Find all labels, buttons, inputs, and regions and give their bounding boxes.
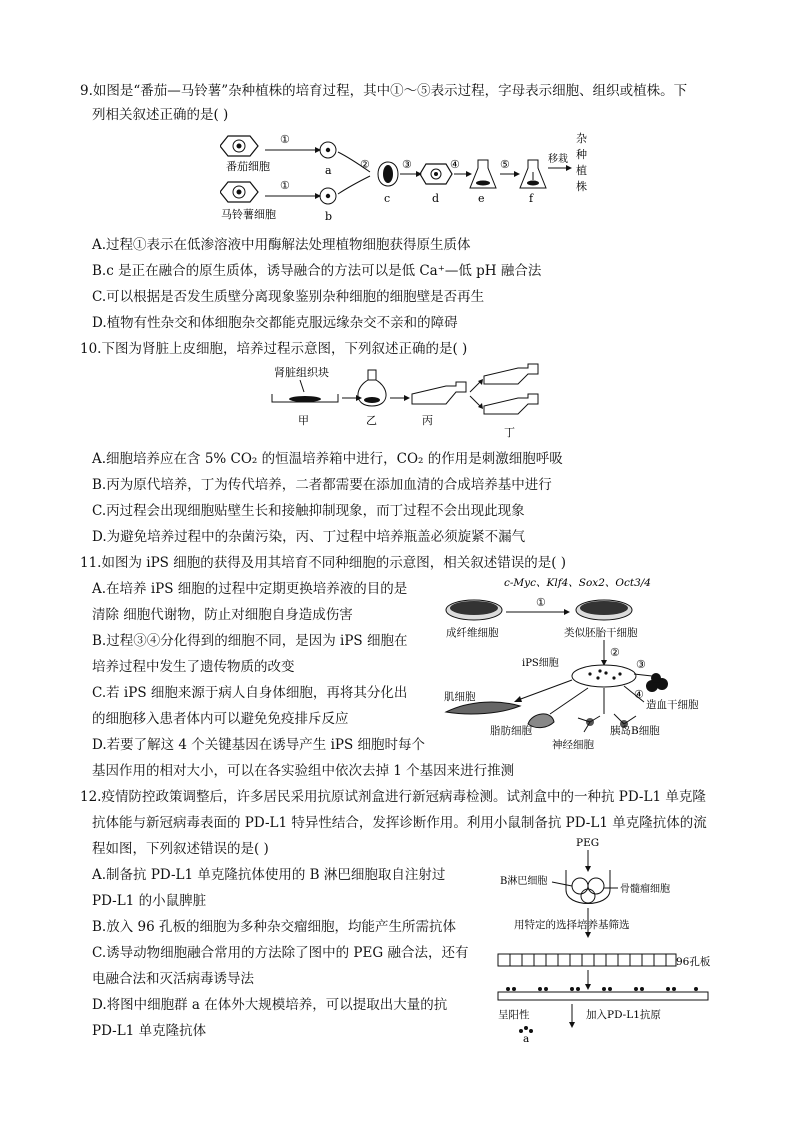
selection-label: 用特定的选择培养基筛选	[514, 919, 630, 931]
b-lymph-label: B淋巴细胞	[500, 876, 548, 887]
bottle-bing	[412, 382, 466, 404]
hybrid-plant-char-2: 种	[576, 148, 587, 161]
q11-step4: ④	[634, 688, 644, 701]
add-antigen-label: 加入PD-L1抗原	[586, 1009, 661, 1021]
q10-figure	[270, 362, 560, 440]
potato-label: 马铃薯细胞	[221, 208, 276, 221]
q12-stem-line2: 抗体能与新冠病毒表面的 PD-L1 特异性结合，发挥诊断作用。利用小鼠制备抗 PD-L1 单克隆抗体的流	[92, 815, 707, 831]
label-c: c	[384, 192, 391, 205]
blood-stem-label: 造血干细胞	[646, 699, 699, 711]
q9-stem-line2: 列相关叙述正确的是( )	[92, 107, 229, 123]
label-d: d	[432, 192, 440, 205]
label-ding: 丁	[504, 426, 515, 439]
q12-option-d-line2: PD-L1 单克隆抗体	[92, 1023, 207, 1039]
q10-option-d: D.为避免培养过程中的杂菌污染，丙、丁过程中培养瓶盖必须旋紧不漏气	[92, 529, 526, 545]
label-f: f	[529, 192, 534, 205]
q12-stem-line1: 12.疫情防控政策调整后，许多居民采用抗原试剂盒进行新冠病毒检测。试剂盒中的一种抗 PD-L1 单克隆	[80, 789, 706, 805]
q9-step2: ②	[360, 158, 370, 171]
q9-option-b: B.c 是正在融合的原生质体，诱导融合的方法可以是低 Ca⁺—低 pH 融合法	[92, 263, 542, 279]
potato-cell	[220, 182, 258, 202]
flask-e	[470, 160, 496, 188]
plate-screen	[498, 987, 708, 1000]
q11-step3: ③	[636, 658, 646, 671]
q12-option-a-line2: PD-L1 的小鼠脾脏	[92, 893, 207, 909]
q12-figure	[496, 832, 728, 1044]
tomato-cell	[220, 136, 258, 156]
q9-step3: ③	[402, 158, 412, 171]
q11-step2: ②	[610, 646, 620, 659]
hybrid-plant-char-1: 杂	[576, 132, 587, 145]
label-a: a	[325, 164, 332, 177]
q9-option-a: A.过程①表示在低渗溶液中用酶解法处理植物细胞获得原生质体	[92, 237, 471, 253]
dish-jia	[272, 394, 338, 402]
q11-step1: ①	[536, 596, 546, 609]
plate-96	[498, 954, 676, 966]
q12-option-c-line1: C.诱导动物细胞融合常用的方法除了图中的 PEG 融合法，还有	[92, 945, 469, 961]
q9-step1-top: ①	[280, 133, 290, 146]
fat-label: 脂肪细胞	[490, 725, 532, 737]
q10-option-b: B.丙为原代培养，丁为传代培养，二者都需要在添加血清的合成培养基中进行	[92, 477, 552, 493]
q11-option-d-line1: D.若要了解这 4 个关键基因在诱导产生 iPS 细胞时每个	[92, 737, 426, 753]
tissue-label: 肾脏组织块	[274, 366, 329, 379]
label-bing: 丙	[422, 414, 433, 427]
bottle-ding-top	[484, 364, 538, 384]
dish-embryonic	[576, 600, 632, 620]
hybrid-plant-char-3: 植	[576, 164, 587, 177]
positive-label: 呈阳性	[498, 1009, 530, 1021]
peg-label: PEG	[576, 837, 600, 849]
label-jia: 甲	[298, 414, 309, 427]
ips-label: iPS细胞	[522, 658, 559, 669]
flask-f	[520, 160, 546, 188]
q10-option-a: A.细胞培养应在含 5% CO₂ 的恒温培养箱中进行，CO₂ 的作用是刺激细胞呼吸	[92, 451, 563, 467]
muscle-cell	[446, 702, 520, 714]
q11-figure	[440, 574, 720, 756]
q12-option-a-line1: A.制备抗 PD-L1 单克隆抗体使用的 B 淋巴细胞取自注射过	[92, 867, 446, 883]
muscle-label: 肌细胞	[444, 691, 476, 703]
cell-group-a-label: a	[523, 1033, 530, 1044]
embryo-like-label: 类似胚胎干细胞	[564, 627, 638, 639]
q11-option-d-line2: 基因作用的相对大小，可以在各实验组中依次去掉 1 个基因来进行推测	[92, 763, 515, 779]
plate-label: 96孔板	[676, 956, 711, 968]
bottle-ding-bottom	[484, 394, 538, 414]
q12-option-b: B.放入 96 孔板的细胞为多种杂交瘤细胞，均能产生所需抗体	[92, 919, 456, 935]
tomato-label: 番茄细胞	[226, 160, 270, 173]
q11-option-c-line2: 的细胞移入患者体内可以避免免疫排斥反应	[92, 711, 349, 727]
islet-label: 胰岛B细胞	[610, 725, 660, 737]
q9-step5: ⑤	[500, 158, 510, 171]
q9-step4: ④	[450, 158, 460, 171]
q11-option-a-line1: A.在培养 iPS 细胞的过程中定期更换培养液的目的是	[92, 581, 408, 597]
q9-figure	[220, 128, 600, 228]
transplant-label: 移栽	[548, 154, 568, 165]
q9-step1-bottom: ①	[280, 179, 290, 192]
q11-option-b-line2: 培养过程中发生了遗传物质的改变	[92, 659, 295, 675]
q12-option-d-line1: D.将图中细胞群 a 在体外大规模培养，可以提取出大量的抗	[92, 997, 448, 1013]
label-yi: 乙	[366, 414, 377, 427]
q10-option-c: C.丙过程会出现细胞贴壁生长和接触抑制现象，而丁过程不会出现此现象	[92, 503, 525, 519]
q9-option-d: D.植物有性杂交和体细胞杂交都能克服远缘杂交不亲和的障碍	[92, 315, 458, 331]
dish-fibroblast	[446, 600, 502, 620]
nerve-cell	[578, 716, 600, 732]
label-b: b	[325, 210, 333, 223]
hybrid-plant-char-4: 株	[576, 180, 587, 193]
q11-option-c-line1: C.若 iPS 细胞来源于病人自身体细胞，再将其分化出	[92, 685, 408, 701]
q12-option-c-line2: 电融合法和灭活病毒诱导法	[92, 971, 254, 987]
fusing-cell-c	[378, 162, 398, 186]
q10-stem: 10.下图为肾脏上皮细胞，培养过程示意图，下列叙述正确的是( )	[80, 341, 468, 357]
flask-yi	[358, 370, 386, 406]
q11-option-a-line2: 清除 细胞代谢物，防止对细胞自身造成伤害	[92, 607, 353, 623]
q9-stem-line1: 9.如图是“番茄—马铃薯”杂种植株的培育过程，其中①～⑤表示过程，字母表示细胞、组织或植株。下	[80, 83, 688, 99]
label-e: e	[478, 192, 485, 205]
hybrid-cell-d	[420, 164, 452, 184]
q9-option-c: C.可以根据是否发生质壁分离现象鉴别杂种细胞的细胞壁是否再生	[92, 289, 485, 305]
q11-stem: 11.如图为 iPS 细胞的获得及用其培育不同种细胞的示意图，相关叙述错误的是( )	[80, 555, 567, 571]
q11-option-b-line1: B.过程③④分化得到的细胞不同，是因为 iPS 细胞在	[92, 633, 408, 649]
nerve-label: 神经细胞	[552, 739, 594, 751]
fusion-tube	[566, 870, 610, 904]
fibroblast-label: 成纤维细胞	[446, 627, 499, 639]
q12-stem-line3: 程如图，下列叙述错误的是( )	[92, 841, 269, 857]
genes-label: c-Myc、Klf4、Sox2、Oct3/4	[504, 577, 651, 589]
myeloma-label: 骨髓瘤细胞	[620, 884, 670, 895]
dish-ips	[572, 665, 636, 687]
